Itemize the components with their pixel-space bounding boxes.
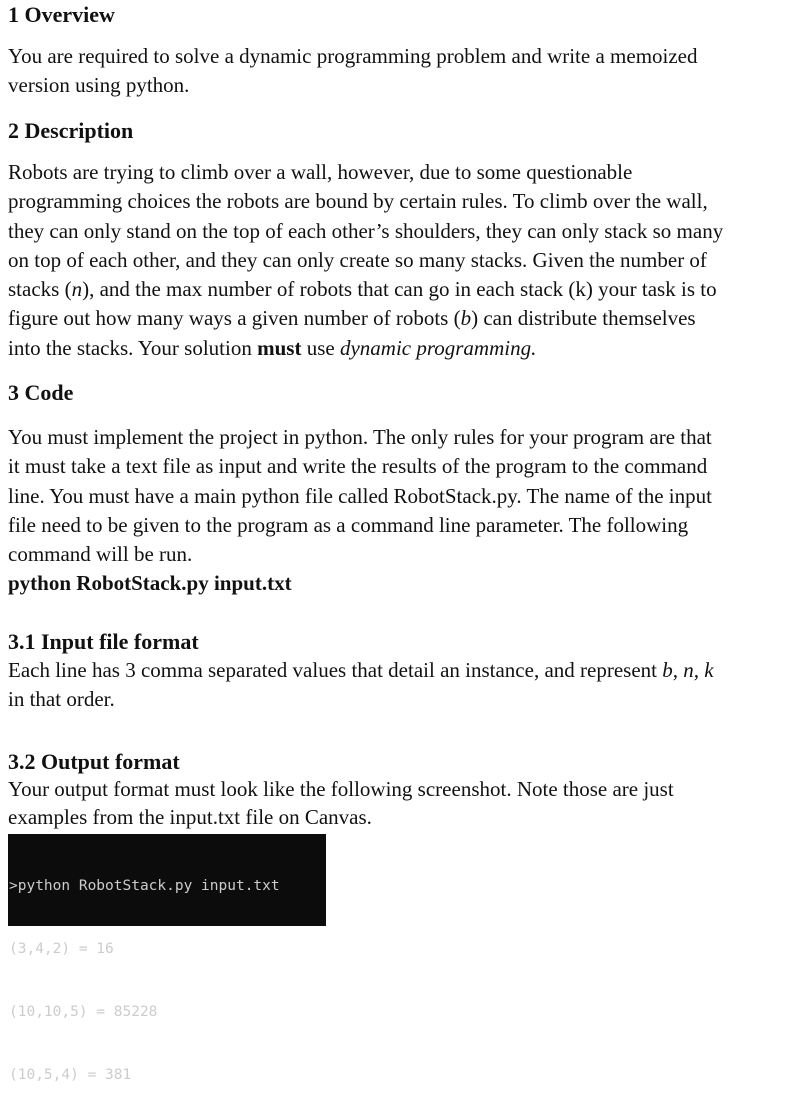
description-line-6: figure out how many ways a given number of robots (b) can distribute themselves bbox=[8, 306, 696, 331]
description-line-7: into the stacks. Your solution must use dynamic programming. bbox=[8, 335, 537, 360]
code-line-4: file need to be given to the program as a command line parameter. The following bbox=[8, 512, 689, 537]
input-format-body bbox=[8, 656, 802, 715]
input-format-section bbox=[8, 627, 199, 657]
input-format-line-2: in that order. bbox=[8, 687, 115, 712]
code-heading: 3 Code bbox=[8, 380, 74, 405]
code-line-1: You must implement the project in python. The only rules for your program are that bbox=[8, 425, 712, 449]
overview-heading: 1 Overview bbox=[8, 2, 115, 27]
code-line-2: it must take a text file as input and write the results of the program to the command bbox=[8, 454, 708, 479]
code-body bbox=[8, 423, 802, 598]
overview-body bbox=[8, 42, 802, 101]
description-line-3: they can only stand on the top of each other’s shoulders, they can only stack so many bbox=[8, 218, 724, 243]
terminal-line-result: (3,4,2) = 16 bbox=[9, 941, 114, 957]
description-line-1: Robots are trying to climb over a wall, however, due to some questionable bbox=[8, 160, 633, 184]
output-format-line-1: Your output format must look like the following screenshot. Note those are just bbox=[8, 777, 674, 801]
input-format-line-1: Each line has 3 comma separated values that detail an instance, and represent b, n, k bbox=[8, 658, 714, 682]
output-format-heading: 3.2 Output format bbox=[8, 749, 180, 774]
description-line-4: on top of each other, and they can only create so many stacks. Given the number of bbox=[8, 247, 707, 272]
code-line-3: line. You must have a main python file called RobotStack.py. The name of the input bbox=[8, 483, 712, 508]
description-body bbox=[8, 158, 802, 363]
output-format-line-2: examples from the input.txt file on Canvas. bbox=[8, 805, 372, 830]
code-line-5: command will be run. bbox=[8, 542, 193, 567]
code-section bbox=[8, 378, 73, 408]
overview-line-2: version using python. bbox=[8, 73, 190, 98]
overview-line-1: You are required to solve a dynamic programming problem and write a memoized bbox=[8, 44, 698, 68]
output-format-body bbox=[8, 775, 802, 830]
description-section bbox=[8, 116, 133, 146]
run-command: python RobotStack.py input.txt bbox=[8, 571, 292, 596]
input-format-heading: 3.1 Input file format bbox=[8, 629, 199, 654]
terminal-line-result: (10,10,5) = 85228 bbox=[9, 1004, 158, 1020]
output-format-section bbox=[8, 747, 180, 777]
description-line-5: stacks (n), and the max number of robots that can go in each stack (k) your task is to bbox=[8, 277, 717, 302]
description-heading: 2 Description bbox=[8, 118, 134, 143]
terminal-line-command: >python RobotStack.py input.txt bbox=[9, 878, 280, 894]
terminal-screenshot bbox=[8, 834, 326, 1083]
terminal-line-result: (10,5,4) = 381 bbox=[9, 1067, 132, 1083]
overview-section bbox=[8, 0, 115, 30]
description-line-2: programming choices the robots are bound by certain rules. To climb over the wall, bbox=[8, 189, 708, 214]
